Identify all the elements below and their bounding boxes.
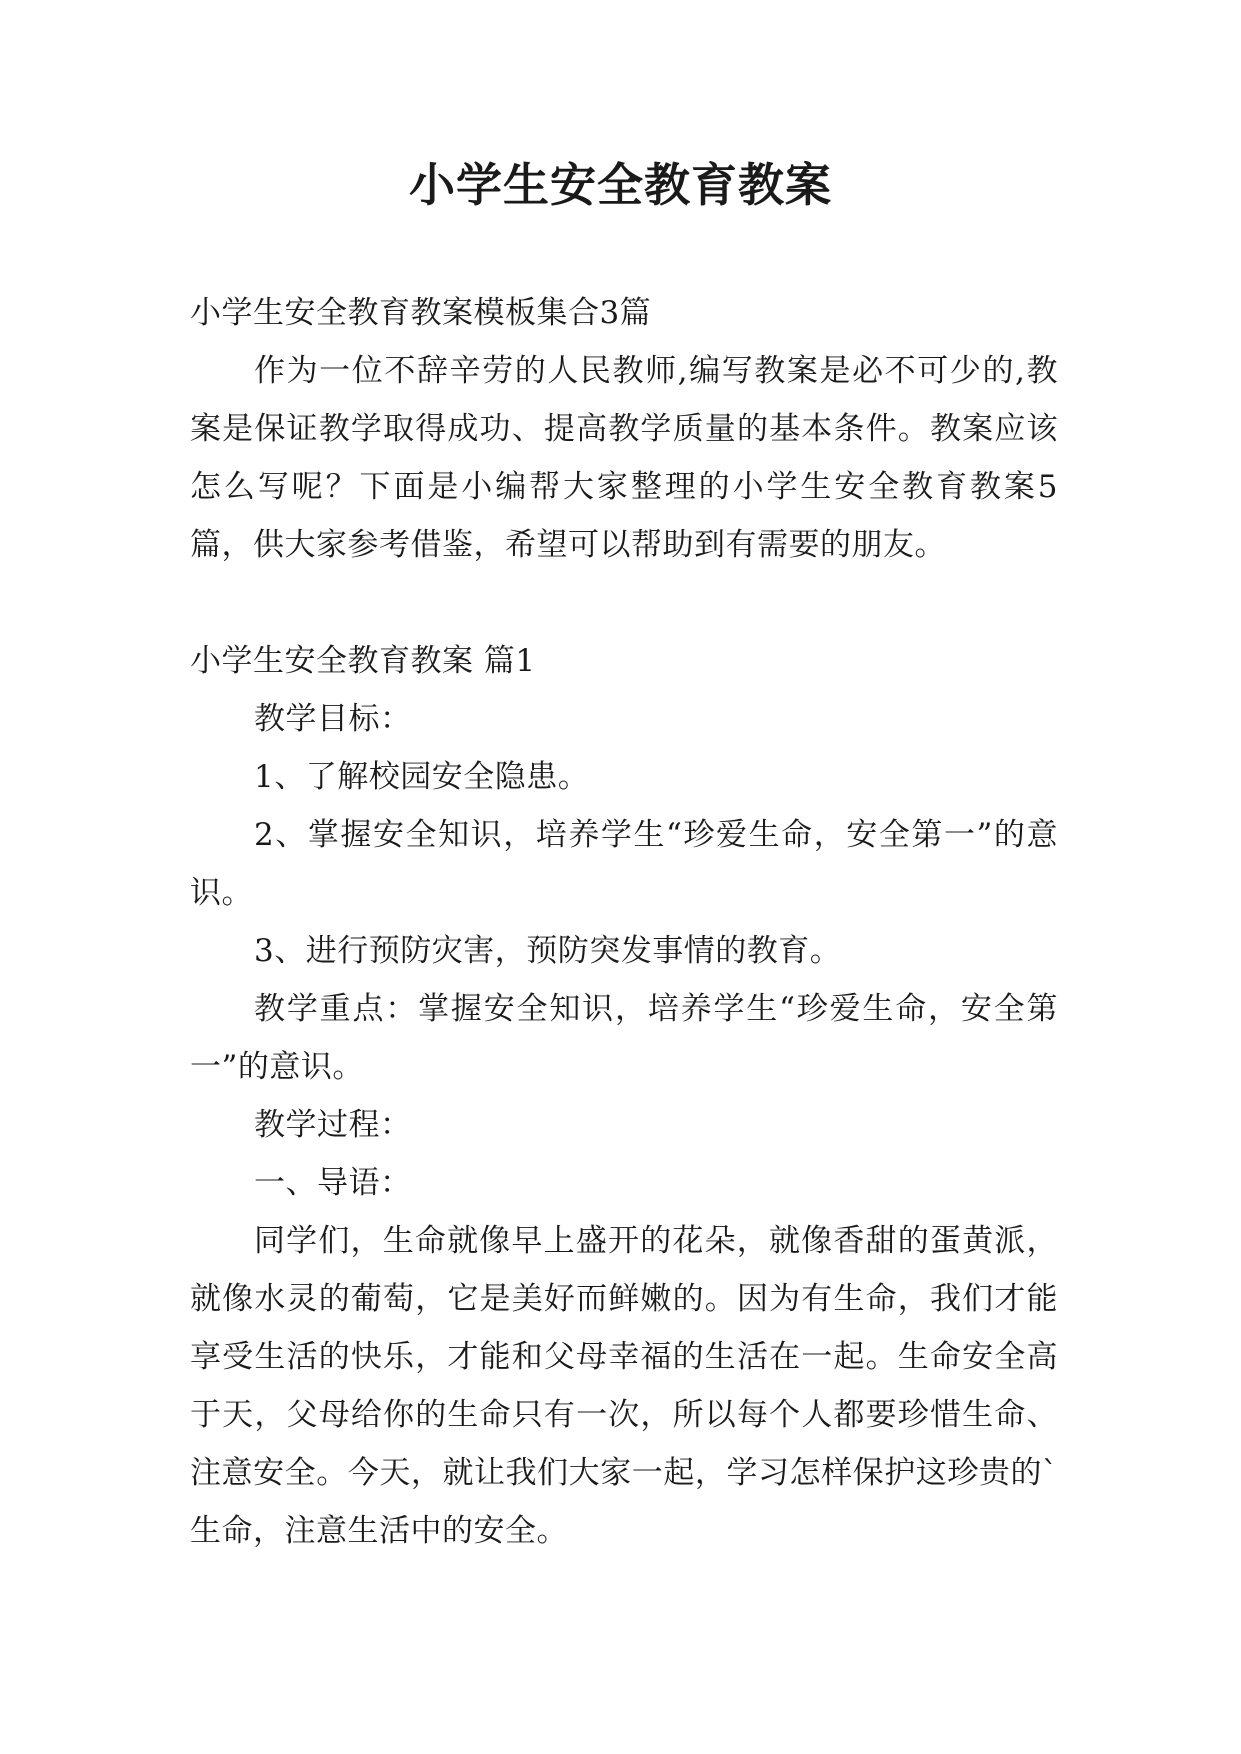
intro-paragraph: 作为一位不辞辛劳的人民教师,编写教案是必不可少的,教案是保证教学取得成功、提高教学质量的基本条件。教案应该怎么写呢？下面是小编帮大家整理的小学生安全教育教案5篇，供大家参考借鉴，希望可以帮助到有需要的朋友。	[190, 353, 1058, 563]
key-point-paragraph: 教学重点：掌握安全知识，培养学生“珍爱生命，安全第一”的意识。	[190, 991, 1058, 1085]
intro-label: 一、导语：	[254, 1165, 412, 1201]
goals-label: 教学目标：	[254, 701, 412, 737]
lead-paragraph: 同学们，生命就像早上盛开的花朵，就像香甜的蛋黄派，就像水灵的葡萄，它是美好而鲜嫩的。因为有生命，我们才能享受生活的快乐，才能和父母幸福的生活在一起。生命安全高于天，父母给你的生命只有一次，所以每个人都要珍惜生命、注意安全。今天，就让我们大家一起，学习怎样保护这珍贵的`生命，注意生活中的安全。	[190, 1223, 1058, 1549]
document-body	[190, 284, 1058, 1560]
section-heading: 小学生安全教育教案 篇1	[190, 643, 536, 679]
goal-item: 1、了解校园安全隐患。	[254, 759, 590, 795]
page-title: 小学生安全教育教案	[409, 158, 832, 212]
subtitle: 小学生安全教育教案模板集合3篇	[190, 295, 652, 331]
goal-item: 3、进行预防灾害，预防突发事情的教育。	[254, 933, 842, 969]
process-label: 教学过程：	[254, 1107, 412, 1143]
goal-item: 2、掌握安全知识，培养学生“珍爱生命，安全第一”的意识。	[190, 817, 1058, 911]
